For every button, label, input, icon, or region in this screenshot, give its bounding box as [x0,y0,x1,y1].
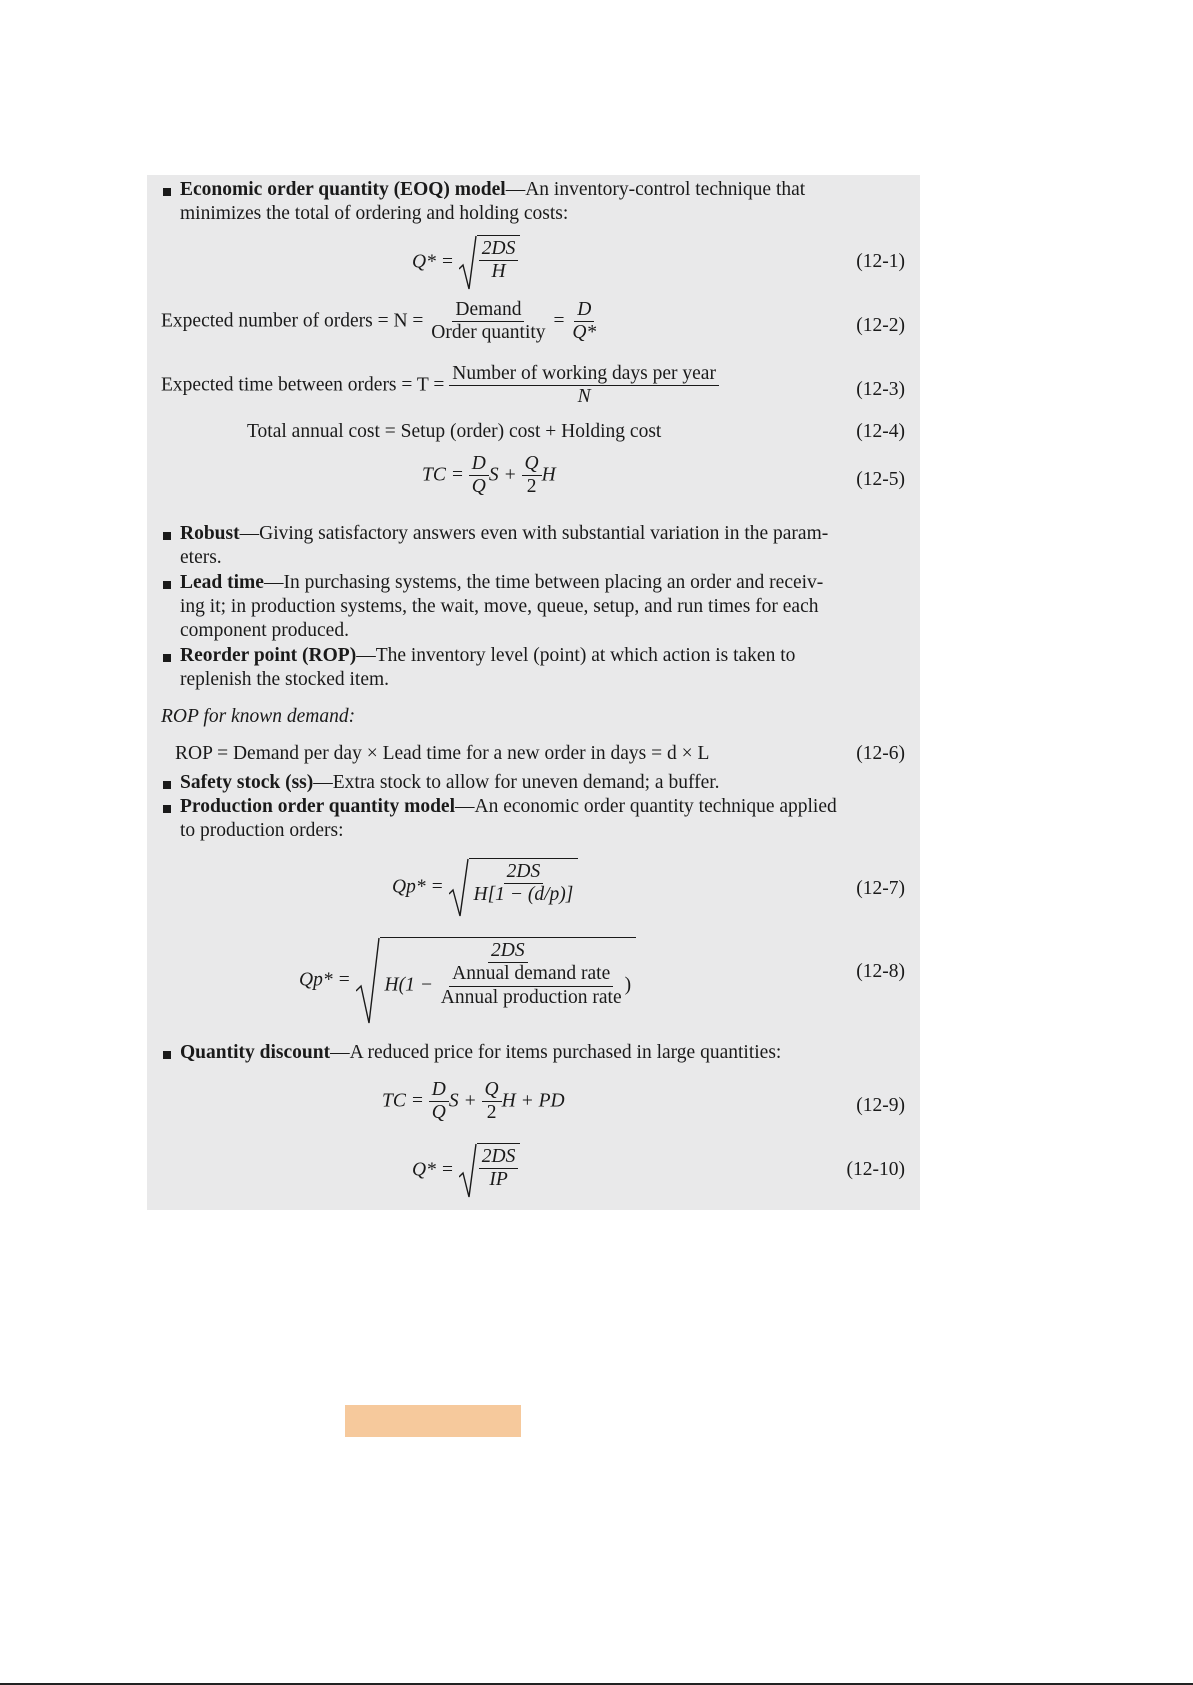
eq2-equals: = [553,310,565,332]
equation-12-4: Total annual cost = Setup (order) cost + Holding cost [247,421,662,442]
bullet-poq [163,805,171,813]
eq5-lhs: TC = [422,464,464,486]
robust-line-1 [180,522,828,546]
qd-def: —A reduced price for items purchased in large quantities: [330,1042,782,1063]
eq8-den: H(1 − $\frac{\text{Annual demand rate}}{\text{Annual production rate}}$ ) [384,963,632,1008]
equation-12-10 [412,1143,520,1199]
eq3-lhs: Expected time between orders = T = [161,374,445,396]
eqno-12-9: (12-9) [856,1095,905,1116]
eq10-num: 2DS [479,1146,519,1169]
rop-line-1 [180,644,795,668]
eq5-den1: Q [471,476,486,498]
eq2-lhs: Expected number of orders = N = [161,310,424,332]
eq5-end: H [541,464,556,486]
eq9-num2: Q [482,1079,502,1102]
eoq-line-1 [180,178,805,202]
lead-line-2: ing it; in production systems, the wait, move, queue, setup, and run times for each [180,596,819,617]
bullet-safety-stock [163,781,171,789]
eq2-den2: Q* [572,322,597,344]
eoq-def: —An inventory-control technique that [505,179,806,200]
eqno-12-10: (12-10) [846,1159,905,1180]
highlight-bar [345,1405,521,1437]
safety-def: —Extra stock to allow for uneven demand; a buffer. [313,772,720,793]
qd-term: Quantity discount [180,1042,331,1063]
poq-line-2: to production orders: [180,820,344,841]
eq9-end: H + PD [501,1090,565,1112]
equation-12-7 [392,858,578,918]
rop-term: Reorder point (ROP) [180,645,357,666]
eq1-den: H [491,261,506,283]
eoq-term: Economic order quantity (EOQ) model [180,179,506,200]
eq2-num: Demand [452,299,524,322]
eq10-den: IP [489,1169,508,1191]
eqno-12-1: (12-1) [856,251,905,272]
equation-12-2 [161,299,599,345]
eq9-lhs: TC = [382,1090,424,1112]
lead-line-1 [180,571,823,595]
eq5-num1: D [469,453,489,476]
eq8-lhs: Qp* = [299,969,351,991]
equation-12-8 [299,937,636,1025]
eq9-den1: Q [431,1102,446,1124]
bullet-lead-time [163,581,171,589]
safety-term: Safety stock (ss) [180,772,314,793]
eqno-12-7: (12-7) [856,878,905,899]
robust-term: Robust [180,523,240,544]
summary-panel [147,175,920,1210]
rop-heading: ROP for known demand: [161,706,356,727]
eq7-lhs: Qp* = [392,876,444,898]
rop-def: —The inventory level (point) at which action is taken to [356,645,796,666]
bullet-robust [163,532,171,540]
eq3-num: Number of working days per year [449,363,719,386]
eq7-den: H[1 − (d/p)] [473,884,574,906]
equation-12-5 [422,453,556,499]
poq-def: —An economic order quantity technique applied [455,796,837,817]
equation-12-9 [382,1079,565,1125]
poq-line-1 [180,795,837,819]
eq3-den: N [577,386,591,408]
poq-term: Production order quantity model [180,796,455,817]
eq8-inner-den: Annual production rate [440,986,622,1008]
lead-term: Lead time [180,572,264,593]
bullet-eoq [163,188,171,196]
eqno-12-3: (12-3) [856,379,905,400]
eqno-12-8: (12-8) [856,961,905,982]
equation-12-3 [161,363,719,409]
eq2-den: Order quantity [431,322,546,344]
eq8-num: 2DS [488,940,528,963]
eqno-12-6: (12-6) [856,743,905,764]
eqno-12-5: (12-5) [856,469,905,490]
eqno-12-4: (12-4) [856,421,905,442]
eq9-mid: S + [448,1090,477,1112]
lead-line-3: component produced. [180,620,349,641]
bullet-quantity-discount [163,1051,171,1059]
eq5-mid: S + [488,464,517,486]
eq5-den2: 2 [526,476,537,498]
eq9-num1: D [429,1079,449,1102]
eoq-line-2: minimizes the total of ordering and holding costs: [180,203,569,224]
equation-12-1 [412,235,520,291]
sqrt-12-10 [459,1143,521,1199]
eqno-12-2: (12-2) [856,315,905,336]
eq10-lhs: Q* = [412,1159,454,1181]
eq1-lhs: Q* = [412,251,454,273]
rop-line-2: replenish the stocked item. [180,669,390,690]
eq7-num: 2DS [504,861,544,884]
sqrt-12-8 [356,937,637,1025]
eq1-num: 2DS [479,238,519,261]
robust-line-2: eters. [180,547,222,568]
equation-12-6: ROP = Demand per day × Lead time for a new order in days = d × L [175,743,710,764]
eq9-den2: 2 [486,1102,497,1124]
sqrt-12-1 [459,235,521,291]
eq5-num2: Q [522,453,542,476]
qd-line [180,1041,781,1065]
robust-def: —Giving satisfactory answers even with substantial variation in the param- [239,523,829,544]
safety-line [180,771,720,795]
sqrt-12-7 [449,858,579,918]
eq2-num2: D [574,299,594,322]
eq8-inner-num: Annual demand rate [449,963,613,986]
bullet-rop [163,654,171,662]
lead-def: —In purchasing systems, the time between placing an order and receiv- [263,572,824,593]
